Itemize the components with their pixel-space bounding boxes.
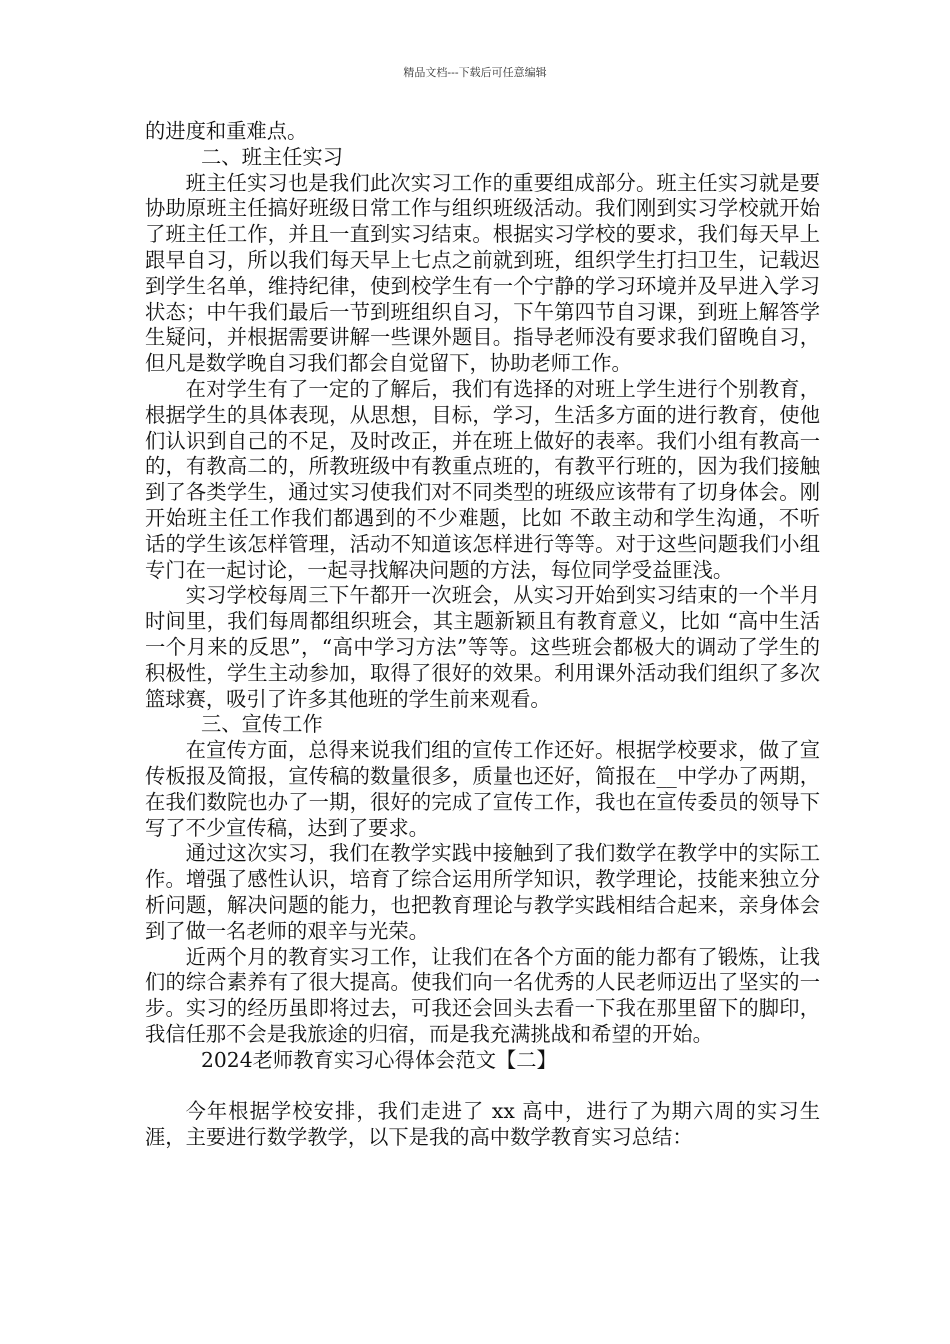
paragraph-summary-1: 通过这次实习，我们在教学实践中接触到了我们数学在教学中的实际工作。增强了感性认识，培育了综合运用所学知识，教学理论，技能来独立分析问题，解决问题的能力，也把教育理论与教学实践相结合起来，亲身体会到了做一名老师的艰辛与光荣。	[145, 841, 820, 943]
paragraph-article-two-intro: 今年根据学校安排，我们走进了 xx 高中，进行了为期六周的实习生涯，主要进行数学教学，以下是我的高中数学教育实习总结：	[145, 1099, 820, 1150]
page-header: 精品文档---下载后可任意编辑	[403, 66, 547, 79]
paragraph-publicity: 在宣传方面，总得来说我们组的宣传工作还好。根据学校要求，做了宣传板报及简报，宣传稿的数量很多，质量也还好，简报在__中学办了两期，在我们数院也办了一期，很好的完成了宣传工作，我也在宣传委员的领导下写了不少宣传稿，达到了要求。	[145, 738, 820, 840]
paragraph-class-teacher-2: 在对学生有了一定的了解后，我们有选择的对班上学生进行个别教育，根据学生的具体表现，从思想，目标，学习，生活多方面的进行教育，使他们认识到自己的不足，及时改正，并在班上做好的表率。我们小组有教高一的，有教高二的，所教班级中有教重点班的，有教平行班的，因为我们接触到了各类学生，通过实习使我们对不同类型的班级应该带有了切身体会。刚开始班主任工作我们都遇到的不少难题，比如 不敢主动和学生沟通，不听话的学生该怎样管理，活动不知道该怎样进行等等。对于这些问题我们小组专门在一起讨论，一起寻找解决问题的方法，每位同学受益匪浅。	[145, 376, 820, 582]
section-heading-publicity: 三、宣传工作	[201, 712, 323, 737]
document-body	[145, 119, 820, 1151]
paragraph-class-teacher-3: 实习学校每周三下午都开一次班会，从实习开始到实习结束的一个半月时间里，我们每周都组织班会，其主题新颖且有教育意义，比如 “高中生活一个月来的反思”，“高中学习方法”等等。这些班会都极大的调动了学生的积极性，学生主动参加，取得了很好的效果。利用课外活动我们组织了多次篮球赛，吸引了许多其他班的学生前来观看。	[145, 583, 820, 711]
section-heading-class-teacher: 二、班主任实习	[201, 144, 343, 169]
blank-line	[145, 1073, 820, 1099]
paragraph-class-teacher-1: 班主任实习也是我们此次实习工作的重要组成部分。班主任实习就是要协助原班主任搞好班级日常工作与组织班级活动。我们刚到实习学校就开始了班主任工作，并且一直到实习结束。根据实习学校的要求，我们每天早上跟早自习，所以我们每天早上七点之前就到班，组织学生打扫卫生，记载迟到学生名单，维持纪律，使到校学生有一个宁静的学习环境并及早进入学习状态；中午我们最后一节到班组织自习，下午第四节自习课，到班上解答学生疑问，并根据需要讲解一些课外题目。指导老师没有要求我们留晚自习，但凡是数学晚自习我们都会自觉留下，协助老师工作。	[145, 170, 820, 376]
article-two-heading: 2024老师教育实习心得体会范文【二】	[201, 1047, 557, 1072]
paragraph-continuation: 的进度和重难点。	[145, 119, 308, 143]
paragraph-summary-2: 近两个月的教育实习工作，让我们在各个方面的能力都有了锻炼，让我们的综合素养有了很大提高。使我们向一名优秀的人民老师迈出了坚实的一步。实习的经历虽即将过去，可我还会回头去看一下我在那里留下的脚印，我信任那不会是我旅途的归宿，而是我充满挑战和希望的开始。	[145, 944, 820, 1046]
